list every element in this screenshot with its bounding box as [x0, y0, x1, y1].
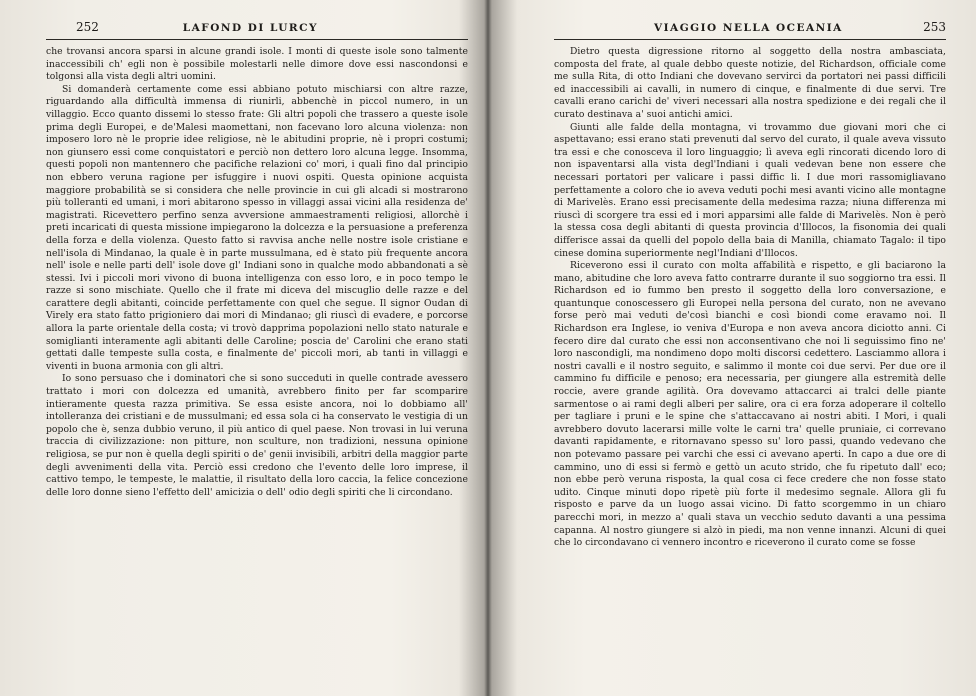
- left-page-header: [46, 20, 468, 35]
- right-header-rule: [554, 39, 946, 40]
- left-page-text: [46, 46, 468, 499]
- left-paragraph-1: che trovansi ancora sparsi in alcune grandi isole. I monti di queste isole sono talmente inaccessibili ch' egli non è possibile molestarli nelle dimore dove essi nascondonsi e tolgonsi alla vista degli altri uomini.: [46, 46, 468, 83]
- left-paragraph-2: Si domanderà certamente come essi abbiano potuto mischiarsi con altre razze, riguardando alla difficultà immensa di riunirli, abbenchè in piccol numero, in un villaggio. Ecco quanto dissemi lo stesso frate: Gli altri popoli che trassero a queste isole prima degli Europei, e de'Malesi maomettani, non facevano loro alcuna violenza: non imposero loro nè le proprie idee religiose, nè le abitudini proprie, nè i propri costumi; non giunsero essi come conquistatori e perciò non dettero loro alcuna legge. Insomma, questi popoli non mantennero che pacifiche relazioni co' mori, i quali fino dal principio non ebbero veruna ragione per isfuggire i nuovi ospiti. Questa opinione acquista maggiore probabilità se si considera che nelle provincie in cui gli alcadi si mostrarono più tolleranti ed umani, i mori abitarono spesso in villaggi assai vicini alla residenza de' magistrati. Ricevettero perfino senza avversione ammaestramenti religiosi, allorchè i preti incaricati di questa missione impiegarono la dolcezza e la persuasione a preferenza della forza e della violenza. Questo fatto si ravvisa anche nelle nostre isole cristiane e nell'isola di Mindanao, la quale è in parte mussulmana, ed è stato più frequente ancora nell' isole e nelle parti dell' isole dove gl' Indiani sono in qualche modo abbandonati a sè stessi. Ivi i piccoli mori vivono di buona intelligenza con esso loro, e in poco tempo le razze si sono mischiate. Quello che il frate mi diceva del miscuglio delle razze e del carattere degli abitanti, coincide perfettamente con quel che segue. Il signor Oudan di Virely era stato fatto prigioniero dai mori di Mindanao; gli riuscì di evadere, e porcorse allora la parte orientale della costa; vi trovò dapprima popolazioni nello stato naturale e somiglianti interamente agli abitanti delle Caroline; poscia de' Carolini che erano stati gettati dalle tempeste sulla costa, e finalmente de' piccoli mori, ab tanti in villaggi e viventi in buona armonia con gli altri.: [46, 83, 468, 372]
- right-paragraph-3: Riceverono essi il curato con molta affabilità e rispetto, e gli baciarono la mano, abitudine che loro aveva fatto contrarre durante il suo soggiorno tra essi. Il Richardson ed io fummo ben presto il soggetto della loro conversazione, e quantunque conoscessero gli Europei nella persona del curato, non ne avevano forse però mai veduti de'così bianchi e così biondi come eravamo noi. Il Richardson era Inglese, io veniva d'Europa e non aveva ancora diciotto anni. Ci fecero dire dal curato che essi non acconsentivano che noi li seguissimo fino ne' loro nascondigli, ma nondimeno dopo molti discorsi cedettero. Lasciammo allora i nostri cavalli e il nostro seguito, e salimmo il monte coi due servi. Per due ore il cammino fu difficile e penoso; era necessaria, per giungere alla estremità delle roccie, avere grande agilità. Ora dovevamo attaccarci ai tralci delle piante sarmentose o ai rami degli alberi per salire, ora ci era forza adoperare il coltello per tagliare i pruni e le spine che s'attaccavano ai nostri abiti. I Mori, i quali avrebbero dovuto lacerarsi mille volte le carni tra' quelle pruniaie, ci correvano davanti rapidamente, e ritornavano spesso su' loro passi, quando vedevano che non potevamo passare pei varchi che essi ci avevano aperti. In capo a due ore di cammino, uno di essi si fermò e gettò un acuto strido, che fu ripetuto dall' eco; non ebbe però veruna risposta, la qual cosa ci fece credere che non fosse stato udito. Cinque minuti dopo ripetè più forte il medesimo segnale. Allora gli fu risposto e parve da un luogo assai vicino. Di fatto scorgemmo in un chiaro parecchi mori, in mezzo a' quali stava un vecchio seduto davanti a una pessima capanna. Al nostro giungere si alzò in piedi, ma non venne innanzi. Alcuni di quei che lo circondavano ci vennero incontro e riceverono il curato come se fosse: [554, 260, 946, 549]
- right-page-header: [554, 20, 946, 35]
- left-running-head: LAFOND DI LURCY: [182, 22, 318, 34]
- right-page-number: 253: [923, 20, 946, 34]
- left-header-rule: [46, 39, 468, 40]
- right-running-head: VIAGGIO NELLA OCEANIA: [654, 22, 843, 34]
- right-page-text: [554, 46, 946, 550]
- right-page: [488, 0, 976, 696]
- left-page-number: 252: [76, 20, 99, 34]
- right-paragraph-2: Giunti alle falde della montagna, vi trovammo due giovani mori che ci aspettavano; essi erano stati prevenuti dal servo del curato, il quale aveva vissuto tra essi e che conosceva il loro linguaggio; lì aveva egli rincorati dicendo loro di non ispaventarsi alla vista degl'Indiani i quali vedevan bene non essere che necessari portatori per valicare i passi diffic li. I due mori rassomigliavano perfettamente a coloro che io aveva veduti pochi mesi avanti vicino alle montagne di Marivelès. Erano essi precisamente della medesima razza; niuna differenza mi riuscì di scorgere tra essi ed i mori apparsimi alle falde di Marivelès. Non è però la stessa cosa degli abitanti di questa provincia d'Illocos, la fisonomia dei quali differisce assai da quelli del popolo della baia di Manilla, chiamato Tagalo: il tipo cinese domina superiormente negl'Indiani d'Illocos.: [554, 121, 946, 259]
- right-paragraph-1: Dietro questa digressione ritorno al soggetto della nostra ambasciata, composta del frate, al quale debbo queste notizie, del Richardson, officiale come me sulla Rita, di otto Indiani che dovevano servirci da portatori nei passi difficili ed inaccessibili ai cavalli, in numero di cinque, e finalmente di due servi. Tre cavalli erano carichi de' viveri necessari alla nostra spedizione e dei regali che il curato destinava a' suoi antichi amici.: [554, 46, 946, 120]
- left-paragraph-3: Io sono persuaso che i dominatori che si sono succeduti in quelle contrade avessero trattato i mori con dolcezza ed umanità, avrebbero finito per far scomparire intieramente questa razza primitiva. Se essa esiste ancora, noi lo dobbiamo all' intolleranza dei cristiani e de mussulmani; ed essa sola ci ha conservato le vestigia di un popolo che è, senza dubbio veruno, il più antico di quel paese. Non trovasi in lui veruna traccia di civilizzazione: non pitture, non sculture, non tradizioni, nessuna opinione religiosa, se pur non è quella degli spiriti o de' genii invisibili, arbitri della maggior parte degli avvenimenti della vita. Perciò essi credono che l'evento delle loro imprese, il cattivo tempo, le tempeste, le malattie, il risultato della loro caccia, la felice concezione delle loro donne sieno l'effetto dell' amicizia o dell' odio degli spiriti che li circondano.: [46, 373, 468, 498]
